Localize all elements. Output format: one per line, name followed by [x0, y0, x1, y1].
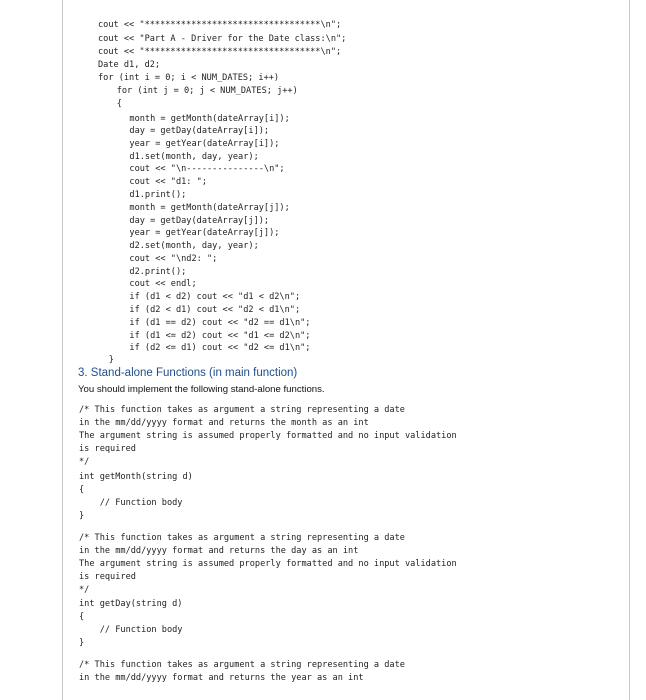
code-line: d1.set(month, day, year);	[88, 152, 259, 162]
code-line: for (int i = 0; i < NUM_DATES; i++)	[98, 73, 280, 83]
code-line: cout << "Part A - Driver for the Date class:\n";	[98, 34, 347, 44]
code-line: day = getDay(dateArray[i]);	[88, 126, 270, 136]
code-line: in the mm/dd/yyyy format and returns the year as an int	[79, 673, 364, 683]
code-line: day = getDay(dateArray[j]);	[88, 216, 270, 226]
code-line: The argument string is assumed properly formatted and no input validation	[79, 431, 457, 441]
code-line: }	[88, 355, 114, 365]
code-line: if (d1 <= d2) cout << "d1 <= d2\n";	[88, 331, 311, 341]
section-heading: 3. Stand-alone Functions (in main function)	[78, 367, 298, 379]
code-line: cout << "d1: ";	[88, 177, 207, 187]
code-line: if (d2 < d1) cout << "d2 < d1\n";	[88, 305, 301, 315]
code-line: */	[79, 585, 90, 595]
code-line: // Function body	[79, 625, 183, 635]
code-line: d1.print();	[88, 190, 187, 200]
code-line: */	[79, 457, 90, 467]
code-line: is required	[79, 444, 136, 454]
code-line: {	[96, 99, 122, 109]
code-line: month = getMonth(dateArray[i]);	[88, 114, 290, 124]
code-line: year = getYear(dateArray[i]);	[88, 139, 280, 149]
code-line: {	[79, 612, 85, 622]
code-line: }	[79, 511, 85, 521]
code-line: year = getYear(dateArray[j]);	[88, 228, 280, 238]
code-line: month = getMonth(dateArray[j]);	[88, 203, 290, 213]
code-line: /* This function takes as argument a string representing a date	[79, 405, 405, 415]
code-line: d2.set(month, day, year);	[88, 241, 259, 251]
code-line: if (d1 < d2) cout << "d1 < d2\n";	[88, 292, 301, 302]
section-intro: You should implement the following stand-alone functions.	[78, 384, 325, 395]
code-line: is required	[79, 572, 136, 582]
code-line: in the mm/dd/yyyy format and returns the month as an int	[79, 418, 369, 428]
code-line: The argument string is assumed properly formatted and no input validation	[79, 559, 457, 569]
code-line: int getDay(string d)	[79, 599, 183, 609]
code-line: cout << "**********************************\n";	[98, 47, 342, 57]
code-line: d2.print();	[88, 267, 187, 277]
code-line: int getMonth(string d)	[79, 472, 193, 482]
code-line: if (d1 == d2) cout << "d2 == d1\n";	[88, 318, 311, 328]
code-line: /* This function takes as argument a string representing a date	[79, 533, 405, 543]
code-line: /* This function takes as argument a string representing a date	[79, 660, 405, 670]
code-line: cout << "**********************************\n";	[98, 20, 342, 30]
code-line: cout << endl;	[88, 279, 197, 289]
code-line: cout << "\nd2: ";	[88, 254, 218, 264]
code-line: {	[79, 485, 85, 495]
code-line: // Function body	[79, 498, 183, 508]
code-line: in the mm/dd/yyyy format and returns the day as an int	[79, 546, 359, 556]
code-line: Date d1, d2;	[98, 60, 161, 70]
code-line: cout << "\n---------------\n";	[88, 164, 285, 174]
code-line: }	[79, 638, 85, 648]
code-line: for (int j = 0; j < NUM_DATES; j++)	[96, 86, 298, 96]
code-line: if (d2 <= d1) cout << "d2 <= d1\n";	[88, 343, 311, 353]
